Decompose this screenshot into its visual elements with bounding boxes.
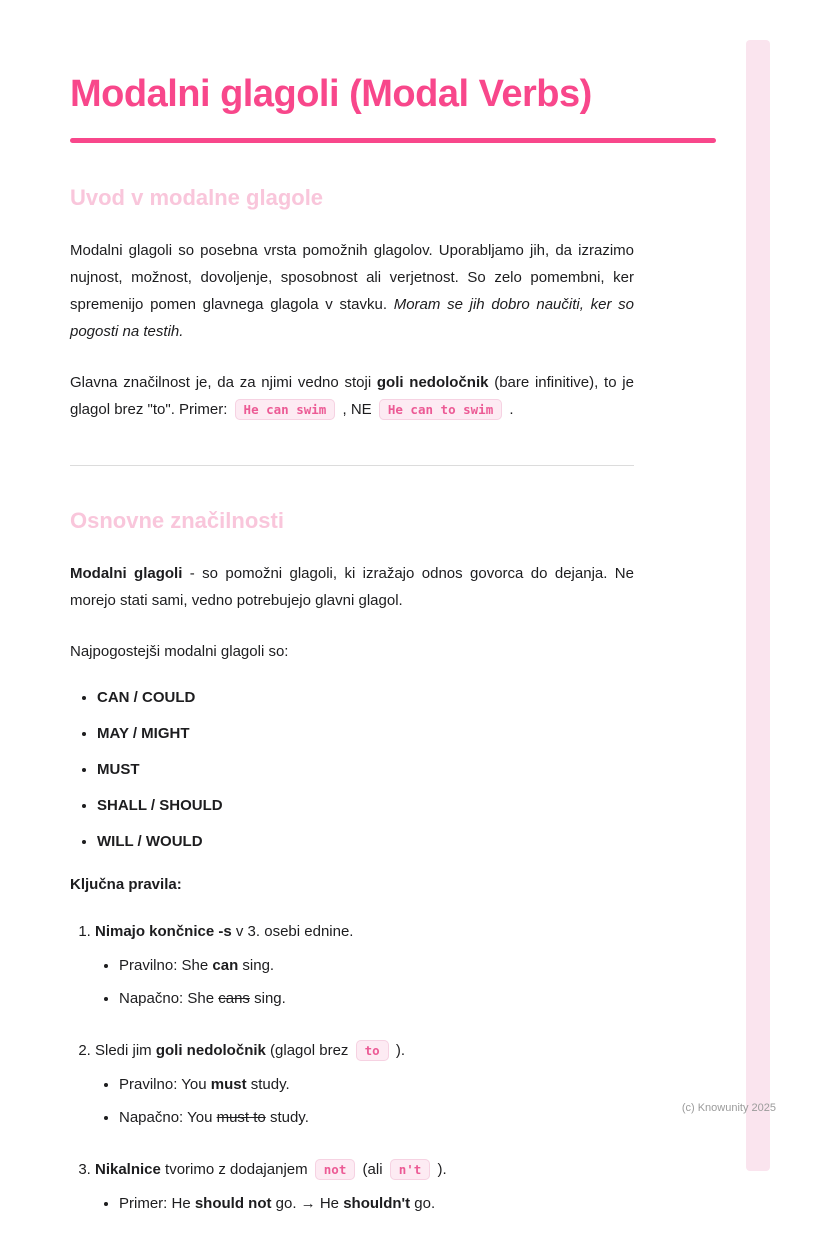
text-run: - so pomožni glagoli, ki izražajo odnos govorca do dejanja. Ne morejo stati sami, vedno potrebujejo glavni glagol. bbox=[70, 564, 634, 609]
text-run: , NE bbox=[338, 400, 376, 418]
text-run: (ali bbox=[358, 1160, 387, 1178]
text-run: (bare infinitive), to je glagol brez "to". Primer: bbox=[70, 373, 634, 418]
rule-item-2 bbox=[95, 1038, 634, 1129]
osnovne-paragraph-1 bbox=[70, 560, 634, 614]
text-run: ). bbox=[391, 1041, 405, 1059]
code-chip: to bbox=[356, 1040, 389, 1061]
list-item bbox=[97, 797, 634, 814]
rule-item-1 bbox=[95, 919, 634, 1010]
section-heading-osnovne: Osnovne značilnosti bbox=[70, 507, 284, 533]
bold-text: MAY / MIGHT bbox=[97, 724, 190, 742]
bold-text: goli nedoločnik bbox=[376, 373, 489, 391]
bold-text: Nimajo končnice -s bbox=[95, 922, 232, 940]
osnovne-paragraph-2: Najpogostejši modalni glagoli so: bbox=[70, 642, 289, 660]
bold-text: CAN / COULD bbox=[97, 688, 196, 706]
bold-text: MUST bbox=[97, 760, 140, 778]
text-run: Modalni glagoli so posebna vrsta pomožnih glagolov. Uporabljamo jih, da izrazimo nujnost, možnost, dovoljenje, sposobnost ali verjetnost. So zelo pomembni, ker spremenijo pomen glavnega glagola v stavku. bbox=[70, 241, 634, 313]
bold-text: shouldn't bbox=[343, 1194, 411, 1212]
text-run: sing. bbox=[249, 989, 286, 1007]
bold-text: should not bbox=[194, 1194, 272, 1212]
example-item bbox=[119, 1073, 634, 1096]
intro-paragraph-1 bbox=[70, 237, 634, 345]
code-chip: He can to swim bbox=[379, 399, 502, 420]
title-underline bbox=[70, 138, 716, 143]
text-run: Pravilno: She bbox=[119, 956, 213, 974]
list-item bbox=[97, 689, 634, 706]
rule-line bbox=[95, 923, 353, 940]
page-title: Modalni glagoli (Modal Verbs) bbox=[70, 73, 592, 115]
text-run: study. bbox=[265, 1108, 309, 1126]
strikethrough-text: must to bbox=[216, 1108, 266, 1126]
rules-list bbox=[70, 919, 634, 1215]
strikethrough-text: cans bbox=[218, 989, 250, 1007]
section-heading-uvod: Uvod v modalne glagole bbox=[70, 184, 324, 210]
text-run: go. bbox=[410, 1194, 436, 1212]
example-item bbox=[119, 1106, 634, 1129]
bold-text: can bbox=[212, 956, 239, 974]
text-run: Sledi jim bbox=[95, 1041, 156, 1059]
bold-text: Modalni glagoli bbox=[70, 564, 183, 582]
text-run: Napačno: You bbox=[119, 1108, 217, 1126]
rule-item-3 bbox=[95, 1157, 634, 1215]
code-chip: n't bbox=[390, 1159, 431, 1180]
rule-sub-list bbox=[95, 1073, 634, 1129]
text-run: Glavna značilnost je, da za njimi vedno stoji bbox=[70, 373, 377, 391]
example-item bbox=[119, 1192, 634, 1215]
text-run: go. → He bbox=[271, 1194, 344, 1212]
text-run: ). bbox=[433, 1160, 447, 1178]
bold-text: SHALL / SHOULD bbox=[97, 796, 223, 814]
text-run: . bbox=[505, 400, 514, 418]
text-run: study. bbox=[246, 1075, 290, 1093]
text-run: v 3. osebi ednine. bbox=[231, 922, 354, 940]
rule-line bbox=[95, 1042, 405, 1059]
example-item bbox=[119, 954, 634, 977]
italic-text: Moram se jih dobro naučiti, ker so pogosti na testih. bbox=[70, 295, 634, 340]
intro-paragraph-2 bbox=[70, 369, 634, 423]
example-item bbox=[119, 987, 634, 1010]
list-item bbox=[97, 725, 634, 742]
text-run: Napačno: She bbox=[119, 989, 219, 1007]
side-strip bbox=[746, 40, 770, 1171]
text-run: Pravilno: You bbox=[119, 1075, 211, 1093]
rules-label: Ključna pravila: bbox=[70, 875, 182, 893]
list-item bbox=[97, 761, 634, 778]
text-run: tvorimo z dodajanjem bbox=[160, 1160, 312, 1178]
bold-text: must bbox=[210, 1075, 247, 1093]
text-run: (glagol brez bbox=[265, 1041, 353, 1059]
rule-line bbox=[95, 1161, 447, 1178]
modal-verbs-list bbox=[70, 689, 634, 850]
text-run: sing. bbox=[238, 956, 275, 974]
code-chip: He can swim bbox=[235, 399, 336, 420]
list-item bbox=[97, 833, 634, 850]
bold-text: Nikalnice bbox=[95, 1160, 161, 1178]
bold-text: WILL / WOULD bbox=[97, 832, 203, 850]
text-run: Primer: He bbox=[119, 1194, 195, 1212]
rule-sub-list bbox=[95, 1192, 634, 1215]
rule-sub-list bbox=[95, 954, 634, 1010]
code-chip: not bbox=[315, 1159, 356, 1180]
footer-credit: (c) Knowunity 2025 bbox=[681, 1102, 776, 1114]
bold-text: goli nedoločnik bbox=[155, 1041, 266, 1059]
section-divider bbox=[70, 465, 634, 466]
document-page bbox=[70, 0, 634, 1243]
